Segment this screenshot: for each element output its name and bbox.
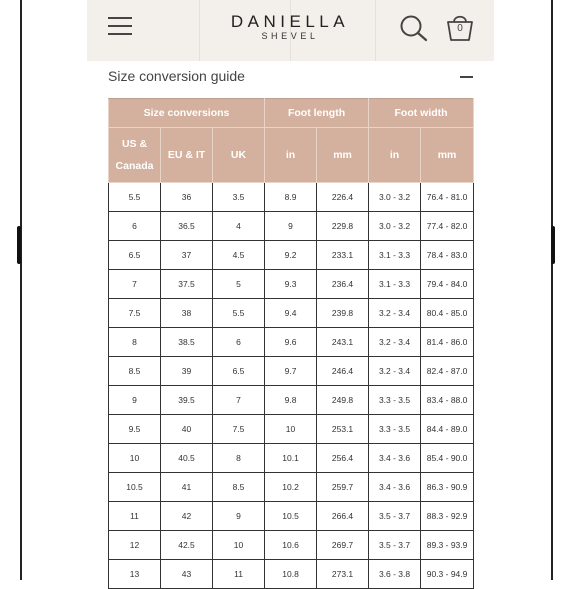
brand-subname: SHEVEL [261, 31, 319, 41]
cell-width-in: 3.0 - 3.2 [369, 212, 421, 241]
cell-eu-it: 36 [161, 183, 213, 212]
cell-width-mm: 89.3 - 93.9 [421, 531, 474, 560]
cell-length-in: 8.9 [265, 183, 317, 212]
cell-width-mm: 85.4 - 90.0 [421, 444, 474, 473]
size-table-container [108, 98, 474, 589]
group-header-size-conversions: Size conversions [109, 99, 265, 128]
cell-us-canada: 9 [109, 386, 161, 415]
cell-us-canada: 10.5 [109, 473, 161, 502]
cell-uk: 9 [213, 502, 265, 531]
device-frame-right [551, 0, 553, 580]
header-divider [375, 0, 376, 61]
cell-width-in: 3.2 - 3.4 [369, 357, 421, 386]
cell-width-mm: 84.4 - 89.0 [421, 415, 474, 444]
cell-width-mm: 81.4 - 86.0 [421, 328, 474, 357]
cell-length-mm: 236.4 [317, 270, 369, 299]
cell-length-mm: 239.8 [317, 299, 369, 328]
table-row [109, 502, 474, 531]
column-header-eu-it: EU & IT [161, 128, 213, 183]
cell-width-mm: 78.4 - 83.0 [421, 241, 474, 270]
cell-width-in: 3.2 - 3.4 [369, 299, 421, 328]
cell-us-canada: 9.5 [109, 415, 161, 444]
shopping-bag-button[interactable] [444, 12, 476, 42]
cell-us-canada: 7 [109, 270, 161, 299]
cell-width-mm: 88.3 - 92.9 [421, 502, 474, 531]
cell-eu-it: 38 [161, 299, 213, 328]
cell-length-mm: 253.1 [317, 415, 369, 444]
cell-us-canada: 7.5 [109, 299, 161, 328]
cell-length-mm: 249.8 [317, 386, 369, 415]
brand-name: DANIELLA [230, 12, 350, 31]
table-row [109, 328, 474, 357]
cell-length-in: 10.1 [265, 444, 317, 473]
device-frame-left [20, 0, 22, 580]
cell-uk: 5.5 [213, 299, 265, 328]
cell-eu-it: 39.5 [161, 386, 213, 415]
cell-length-in: 10.8 [265, 560, 317, 589]
table-row [109, 444, 474, 473]
cell-us-canada: 8 [109, 328, 161, 357]
cell-eu-it: 36.5 [161, 212, 213, 241]
cell-width-in: 3.3 - 3.5 [369, 415, 421, 444]
column-header-length-in: in [265, 128, 317, 183]
cell-eu-it: 40 [161, 415, 213, 444]
group-header-foot-length: Foot length [265, 99, 369, 128]
cell-width-in: 3.4 - 3.6 [369, 444, 421, 473]
cell-us-canada: 13 [109, 560, 161, 589]
column-header-width-in: in [369, 128, 421, 183]
cell-eu-it: 37 [161, 241, 213, 270]
column-header-uk: UK [213, 128, 265, 183]
cell-us-canada: 10 [109, 444, 161, 473]
cell-length-in: 9.7 [265, 357, 317, 386]
cell-width-in: 3.1 - 3.3 [369, 270, 421, 299]
column-header-width-mm: mm [421, 128, 474, 183]
table-row [109, 212, 474, 241]
cell-width-mm: 79.4 - 84.0 [421, 270, 474, 299]
column-header-length-mm: mm [317, 128, 369, 183]
cell-length-in: 9.6 [265, 328, 317, 357]
cell-length-in: 9.2 [265, 241, 317, 270]
cell-width-mm: 83.4 - 88.0 [421, 386, 474, 415]
cell-uk: 6.5 [213, 357, 265, 386]
search-icon[interactable] [399, 14, 429, 42]
cell-us-canada: 11 [109, 502, 161, 531]
size-guide-title[interactable]: Size conversion guide [108, 68, 245, 84]
cell-length-in: 9.3 [265, 270, 317, 299]
table-row [109, 270, 474, 299]
cell-eu-it: 37.5 [161, 270, 213, 299]
cell-uk: 11 [213, 560, 265, 589]
device-side-button-right [551, 226, 555, 264]
cell-length-mm: 256.4 [317, 444, 369, 473]
table-row [109, 415, 474, 444]
table-row [109, 386, 474, 415]
size-conversion-table [108, 98, 474, 589]
cell-uk: 5 [213, 270, 265, 299]
cell-width-in: 3.5 - 3.7 [369, 531, 421, 560]
table-row [109, 183, 474, 212]
cell-eu-it: 39 [161, 357, 213, 386]
cell-width-mm: 90.3 - 94.9 [421, 560, 474, 589]
cell-uk: 8 [213, 444, 265, 473]
cell-width-in: 3.0 - 3.2 [369, 183, 421, 212]
cell-uk: 7.5 [213, 415, 265, 444]
cell-us-canada: 8.5 [109, 357, 161, 386]
cell-length-in: 10 [265, 415, 317, 444]
cell-width-mm: 76.4 - 81.0 [421, 183, 474, 212]
cell-length-in: 9.8 [265, 386, 317, 415]
cell-length-mm: 233.1 [317, 241, 369, 270]
cell-uk: 3.5 [213, 183, 265, 212]
table-row [109, 473, 474, 502]
header-divider [199, 0, 200, 61]
cart-count: 0 [457, 23, 463, 34]
cell-length-mm: 243.1 [317, 328, 369, 357]
cell-eu-it: 40.5 [161, 444, 213, 473]
cell-eu-it: 41 [161, 473, 213, 502]
cell-uk: 7 [213, 386, 265, 415]
cell-length-in: 10.6 [265, 531, 317, 560]
cell-width-in: 3.6 - 3.8 [369, 560, 421, 589]
cell-length-in: 9.4 [265, 299, 317, 328]
cell-length-mm: 266.4 [317, 502, 369, 531]
cell-uk: 10 [213, 531, 265, 560]
table-row [109, 560, 474, 589]
cell-eu-it: 43 [161, 560, 213, 589]
table-row [109, 357, 474, 386]
column-header-us-canada: US & Canada [109, 128, 161, 183]
cell-length-mm: 269.7 [317, 531, 369, 560]
cell-length-mm: 246.4 [317, 357, 369, 386]
cell-width-mm: 80.4 - 85.0 [421, 299, 474, 328]
device-side-button-left [17, 226, 21, 264]
cell-width-in: 3.2 - 3.4 [369, 328, 421, 357]
table-row [109, 531, 474, 560]
cell-us-canada: 6.5 [109, 241, 161, 270]
cell-width-mm: 86.3 - 90.9 [421, 473, 474, 502]
cell-us-canada: 5.5 [109, 183, 161, 212]
menu-icon[interactable] [108, 15, 132, 37]
brand-logo[interactable] [212, 12, 368, 41]
cell-length-mm: 229.8 [317, 212, 369, 241]
table-row [109, 299, 474, 328]
cell-us-canada: 12 [109, 531, 161, 560]
cell-length-mm: 259.7 [317, 473, 369, 502]
cell-width-in: 3.4 - 3.6 [369, 473, 421, 502]
cell-uk: 4.5 [213, 241, 265, 270]
cell-length-in: 10.5 [265, 502, 317, 531]
cell-length-in: 9 [265, 212, 317, 241]
cell-width-in: 3.3 - 3.5 [369, 386, 421, 415]
cell-uk: 6 [213, 328, 265, 357]
table-row [109, 241, 474, 270]
cell-length-mm: 226.4 [317, 183, 369, 212]
cell-uk: 8.5 [213, 473, 265, 502]
cell-us-canada: 6 [109, 212, 161, 241]
cell-width-mm: 77.4 - 82.0 [421, 212, 474, 241]
cell-width-mm: 82.4 - 87.0 [421, 357, 474, 386]
collapse-minus-icon[interactable] [460, 76, 473, 78]
cell-eu-it: 42.5 [161, 531, 213, 560]
cell-width-in: 3.5 - 3.7 [369, 502, 421, 531]
cell-eu-it: 42 [161, 502, 213, 531]
cell-eu-it: 38.5 [161, 328, 213, 357]
group-header-foot-width: Foot width [369, 99, 474, 128]
size-table-body [109, 183, 474, 589]
cell-uk: 4 [213, 212, 265, 241]
cell-length-in: 10.2 [265, 473, 317, 502]
cell-length-mm: 273.1 [317, 560, 369, 589]
cell-width-in: 3.1 - 3.3 [369, 241, 421, 270]
